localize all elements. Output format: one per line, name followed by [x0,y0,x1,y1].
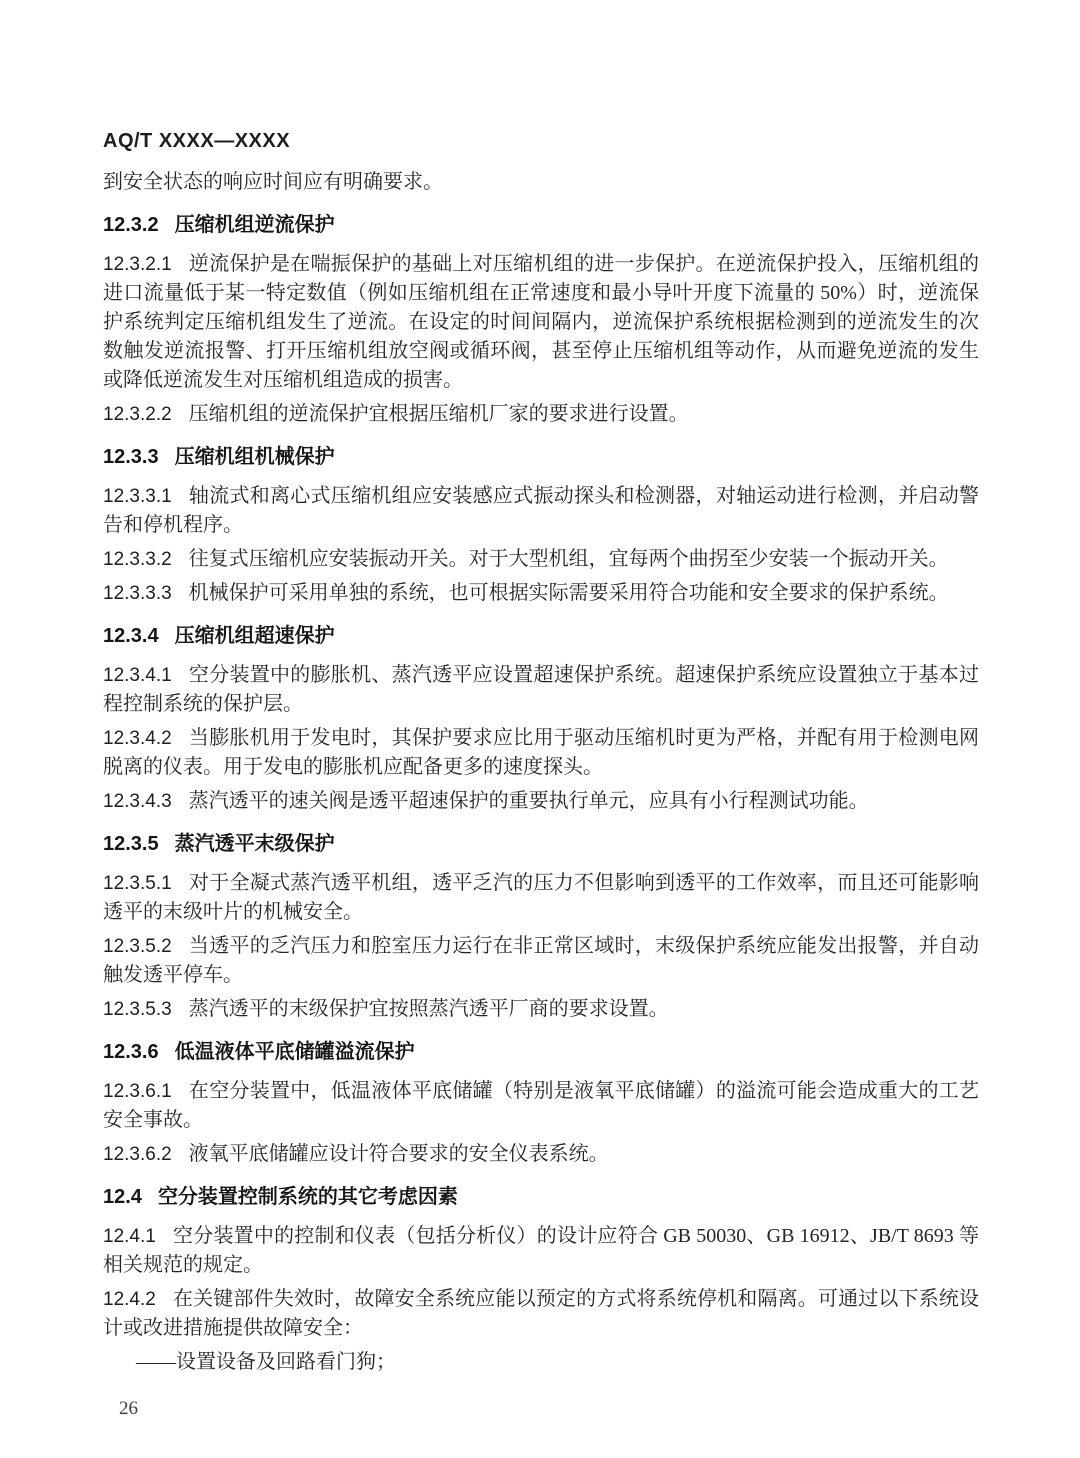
clause-12-3-5-1 [103,869,979,927]
clause-number: 12.4.2 [103,1289,156,1310]
page-number: 26 [119,1398,138,1419]
clause-12-3-3-1 [103,482,979,540]
section-number: 12.3.4 [103,625,159,647]
clause-number: 12.3.5.2 [103,936,172,957]
clause-text: 空分装置中的控制和仪表（包括分析仪）的设计应符合 GB 50030、GB 16912、JB/T 8693 等相关规范的规定。 [103,1225,979,1276]
paragraph-intro [103,168,979,197]
clause-number: 12.3.6.1 [103,1081,172,1102]
section-number: 12.3.5 [103,833,159,855]
clause-number: 12.3.3.3 [103,583,172,604]
clause-12-4-1 [103,1222,979,1280]
clause-text: 当膨胀机用于发电时，其保护要求应比用于驱动压缩机时更为严格，并配有用于检测电网脱离的仪表。用于发电的膨胀机应配备更多的速度探头。 [103,727,979,778]
section-heading-12-3-4 [103,622,979,651]
dash-item-text: ——设置设备及回路看门狗； [136,1351,396,1373]
section-heading-12-3-2 [103,211,979,240]
clause-text: 逆流保护是在喘振保护的基础上对压缩机组的进一步保护。在逆流保护投入，压缩机组的进口流量低于某一特定数值（例如压缩机组在正常速度和最小导叶开度下流量的 50%）时，逆流保护系统判定压缩机组发生了逆流。在设定的时间间隔内，逆流保护系统根据检测到的逆流发生的次数触发逆流报警、打开压缩机组放空阀或循环阀，甚至停止压缩机组等动作，从而避免逆流的发生或降低逆流发生对压缩机组造成的损害。 [103,253,979,391]
clause-text: 空分装置中的膨胀机、蒸汽透平应设置超速保护系统。超速保护系统应设置独立于基本过程控制系统的保护层。 [103,664,979,715]
clause-text: 在空分装置中，低温液体平底储罐（特别是液氧平底储罐）的溢流可能会造成重大的工艺安全事故。 [103,1080,979,1131]
section-title: 压缩机组逆流保护 [174,214,335,236]
clause-text: 轴流式和离心式压缩机组应安装感应式振动探头和检测器，对轴运动进行检测，并启动警告和停机程序。 [103,485,979,536]
clause-number: 12.3.2.1 [103,254,172,275]
clause-text: 当透平的乏汽压力和腔室压力运行在非正常区域时，末级保护系统应能发出报警，并自动触发透平停车。 [103,935,979,986]
section-number: 12.3.2 [103,214,159,236]
section-number: 12.3.6 [103,1041,159,1063]
section-heading-12-3-6 [103,1038,979,1067]
clause-text: 往复式压缩机应安装振动开关。对于大型机组，宜每两个曲拐至少安装一个振动开关。 [188,548,949,570]
clause-text: 蒸汽透平的末级保护宜按照蒸汽透平厂商的要求设置。 [188,998,669,1020]
clause-12-3-4-1 [103,661,979,719]
document-content [103,163,979,1377]
clause-text: 蒸汽透平的速关阀是透平超速保护的重要执行单元，应具有小行程测试功能。 [188,790,869,812]
clause-12-3-6-2 [103,1140,979,1169]
clause-12-3-5-2 [103,932,979,990]
clause-number: 12.3.2.2 [103,404,172,425]
clause-text: 机械保护可采用单独的系统，也可根据实际需要采用符合功能和安全要求的保护系统。 [188,582,949,604]
clause-12-3-2-1 [103,250,979,395]
clause-text: 在关键部件失效时，故障安全系统应能以预定的方式将系统停机和隔离。可通过以下系统设计或改进措施提供故障安全： [103,1288,979,1339]
clause-12-3-5-3 [103,995,979,1024]
section-number: 12.3.3 [103,446,159,468]
clause-number: 12.3.5.3 [103,999,172,1020]
clause-number: 12.3.3.1 [103,486,172,507]
clause-number: 12.3.6.2 [103,1144,172,1165]
clause-12-3-6-1 [103,1077,979,1135]
running-header: AQ/T XXXX—XXXX [103,130,291,152]
clause-12-3-4-2 [103,724,979,782]
section-title: 空分装置控制系统的其它考虑因素 [157,1186,458,1208]
clause-text: 液氧平底储罐应设计符合要求的安全仪表系统。 [188,1143,609,1165]
section-heading-12-3-5 [103,830,979,859]
section-heading-12-4 [103,1183,979,1212]
clause-12-4-2 [103,1285,979,1343]
dash-list-item [103,1348,979,1377]
section-title: 压缩机组机械保护 [174,446,335,468]
paragraph-text: 到安全状态的响应时间应有明确要求。 [103,171,443,193]
section-number: 12.4 [103,1186,142,1208]
clause-number: 12.3.3.2 [103,549,172,570]
section-heading-12-3-3 [103,443,979,472]
clause-number: 12.3.5.1 [103,873,172,894]
clause-number: 12.3.4.3 [103,791,172,812]
clause-text: 压缩机组的逆流保护宜根据压缩机厂家的要求进行设置。 [188,403,689,425]
clause-number: 12.4.1 [103,1226,156,1247]
clause-12-3-4-3 [103,787,979,816]
clause-12-3-3-3 [103,579,979,608]
section-title: 低温液体平底储罐溢流保护 [174,1041,415,1063]
clause-12-3-3-2 [103,545,979,574]
section-title: 蒸汽透平末级保护 [174,833,335,855]
clause-12-3-2-2 [103,400,979,429]
clause-number: 12.3.4.1 [103,665,172,686]
clause-text: 对于全凝式蒸汽透平机组，透平乏汽的压力不但影响到透平的工作效率，而且还可能影响透平的末级叶片的机械安全。 [103,872,979,923]
clause-number: 12.3.4.2 [103,728,172,749]
section-title: 压缩机组超速保护 [174,625,335,647]
